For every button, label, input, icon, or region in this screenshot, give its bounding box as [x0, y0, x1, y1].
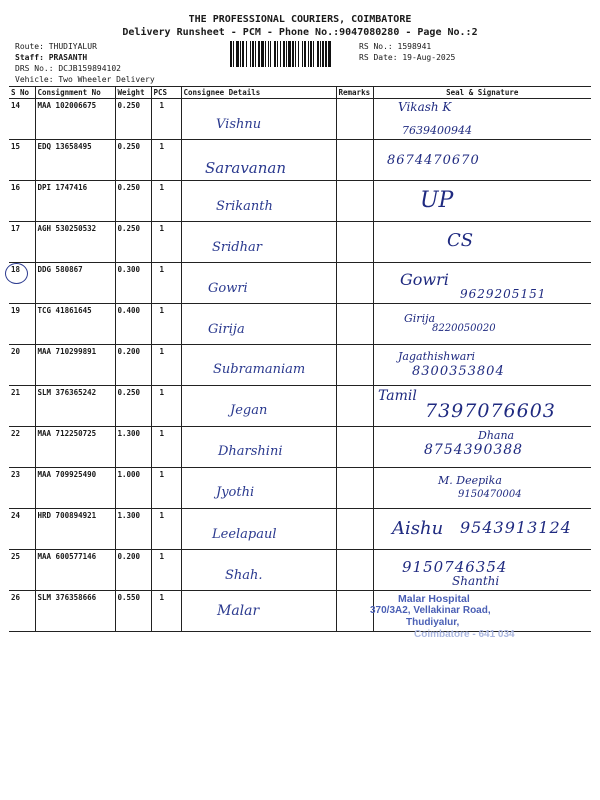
cell-remarks: [336, 591, 373, 632]
cell-pcs: 1: [151, 99, 181, 140]
cell-pcs: 1: [151, 181, 181, 222]
cell-consignment: EDQ 13658495: [35, 140, 115, 181]
header-sno: S No: [9, 87, 35, 99]
cell-pcs: 1: [151, 263, 181, 304]
table-row: [9, 99, 591, 140]
stamp-area: Thudiyalur,: [406, 617, 460, 628]
cell-consignment: DPI 1747416: [35, 181, 115, 222]
cell-remarks: [336, 550, 373, 591]
table-row: [9, 181, 591, 222]
handwritten-signature: Gowri: [400, 270, 449, 289]
handwritten-consignee: Dharshini: [218, 444, 283, 459]
handwritten-phone: 7397076603: [425, 400, 556, 422]
cell-consignment: SLM 376365242: [35, 386, 115, 427]
rs-number: RS No.: 1598941: [359, 42, 432, 51]
cell-remarks: [336, 304, 373, 345]
cell-consignment: AGH 530250532: [35, 222, 115, 263]
cell-sno: 19: [9, 304, 35, 345]
handwritten-consignee: Shah.: [225, 568, 263, 583]
handwritten-signature: Shanthi: [452, 574, 500, 588]
stamp-name: Malar Hospital: [398, 593, 470, 605]
handwritten-consignee: Sridhar: [212, 240, 262, 255]
cell-sno: 17: [9, 222, 35, 263]
handwritten-consignee: Saravanan: [205, 159, 287, 177]
handwritten-consignee: Leelapaul: [212, 527, 277, 542]
cell-remarks: [336, 263, 373, 304]
runsheet-table: [9, 86, 591, 632]
table-header-row: [9, 87, 591, 99]
cell-weight: 1.300: [115, 509, 151, 550]
cell-weight: 0.300: [115, 263, 151, 304]
handwritten-signature: Aishu: [392, 518, 444, 539]
handwritten-signature: Jagathishwari: [398, 350, 476, 363]
cell-remarks: [336, 99, 373, 140]
handwritten-signature: UP: [420, 188, 454, 213]
handwritten-signature: Tamil: [378, 388, 417, 404]
handwritten-consignee: Malar: [217, 603, 260, 619]
handwritten-signature: Vikash K: [398, 100, 452, 114]
header-remarks: Remarks: [336, 87, 373, 99]
cell-weight: 0.250: [115, 99, 151, 140]
handwritten-consignee: Jyothi: [216, 485, 255, 500]
handwritten-consignee: Girija: [208, 322, 245, 337]
header-seal: Seal & Signature: [373, 87, 591, 99]
handwritten-phone: 9543913124: [460, 518, 572, 537]
hospital-stamp: [370, 593, 570, 641]
cell-sno: 15: [9, 140, 35, 181]
cell-sno: 23: [9, 468, 35, 509]
cell-sno: 16: [9, 181, 35, 222]
cell-weight: 0.200: [115, 345, 151, 386]
handwritten-phone: 8220050020: [432, 323, 496, 334]
header-consignment: Consignment No: [35, 87, 115, 99]
cell-remarks: [336, 468, 373, 509]
cell-weight: 0.250: [115, 181, 151, 222]
handwritten-signature: M. Deepika: [438, 474, 502, 487]
header-weight: Weight: [115, 87, 151, 99]
cell-weight: 0.200: [115, 550, 151, 591]
handwritten-phone: 8300353804: [412, 364, 505, 379]
cell-remarks: [336, 181, 373, 222]
cell-remarks: [336, 509, 373, 550]
cell-sno: 22: [9, 427, 35, 468]
handwritten-signature: Girija: [404, 312, 436, 325]
cell-consignee: [181, 468, 336, 509]
company-title: THE PROFESSIONAL COURIERS, COIMBATORE: [188, 14, 412, 25]
cell-consignment: MAA 102006675: [35, 99, 115, 140]
runsheet-subtitle: Delivery Runsheet - PCM - Phone No.:9047080280 - Page No.:2: [122, 27, 478, 38]
cell-pcs: 1: [151, 345, 181, 386]
handwritten-consignee: Jegan: [230, 403, 268, 418]
cell-remarks: [336, 427, 373, 468]
cell-consignee: [181, 263, 336, 304]
handwritten-phone: 7639400944: [402, 124, 472, 137]
handwritten-consignee: Srikanth: [216, 199, 273, 214]
handwritten-consignee: Vishnu: [216, 117, 262, 132]
drs-number: DRS No.: DCJB159894102: [15, 64, 121, 73]
table-row: [9, 304, 591, 345]
stamp-address: 370/3A2, Vellakinar Road,: [370, 605, 491, 616]
cell-pcs: 1: [151, 509, 181, 550]
cell-sno: 26: [9, 591, 35, 632]
handwritten-circle-mark: [5, 263, 28, 284]
cell-sno: 14: [9, 99, 35, 140]
cell-remarks: [336, 140, 373, 181]
cell-weight: 0.250: [115, 140, 151, 181]
cell-weight: 0.250: [115, 222, 151, 263]
handwritten-signature: Dhana: [478, 429, 515, 442]
table-row: [9, 468, 591, 509]
staff-label: Staff: PRASANTH: [15, 53, 88, 62]
barcode: [230, 41, 355, 67]
cell-pcs: 1: [151, 304, 181, 345]
route-label: Route: THUDIYALUR: [15, 42, 97, 51]
handwritten-phone: 9629205151: [460, 287, 547, 301]
cell-sno: 25: [9, 550, 35, 591]
header-consignee: Consignee Details: [181, 87, 336, 99]
cell-seal: [373, 181, 591, 222]
cell-seal: [373, 222, 591, 263]
cell-consignee: [181, 304, 336, 345]
cell-sno: 24: [9, 509, 35, 550]
rs-date: RS Date: 19-Aug-2025: [359, 53, 456, 62]
cell-sno: 20: [9, 345, 35, 386]
cell-pcs: 1: [151, 386, 181, 427]
cell-consignment: DDG 580867: [35, 263, 115, 304]
cell-consignment: MAA 710299891: [35, 345, 115, 386]
handwritten-phone: 9150746354: [402, 558, 508, 576]
handwritten-phone: 9150470004: [458, 489, 522, 500]
cell-remarks: [336, 345, 373, 386]
cell-consignment: TCG 41861645: [35, 304, 115, 345]
stamp-city: Coimbatore - 641 034: [414, 629, 515, 640]
cell-consignment: MAA 712250725: [35, 427, 115, 468]
cell-consignment: HRD 700894921: [35, 509, 115, 550]
cell-weight: 0.400: [115, 304, 151, 345]
table-row: [9, 140, 591, 181]
cell-sno: 21: [9, 386, 35, 427]
cell-weight: 0.250: [115, 386, 151, 427]
table-row: [9, 222, 591, 263]
cell-weight: 1.000: [115, 468, 151, 509]
header-pcs: PCS: [151, 87, 181, 99]
cell-pcs: 1: [151, 222, 181, 263]
cell-weight: 1.300: [115, 427, 151, 468]
handwritten-consignee: Gowri: [208, 281, 248, 296]
cell-consignment: MAA 709925490: [35, 468, 115, 509]
cell-consignment: MAA 600577146: [35, 550, 115, 591]
cell-sno: 18: [9, 263, 35, 304]
vehicle-label: Vehicle: Two Wheeler Delivery: [15, 75, 155, 84]
handwritten-consignee: Subramaniam: [213, 362, 306, 377]
handwritten-phone: 8674470670: [387, 153, 480, 168]
cell-pcs: 1: [151, 468, 181, 509]
cell-remarks: [336, 386, 373, 427]
cell-pcs: 1: [151, 427, 181, 468]
cell-remarks: [336, 222, 373, 263]
cell-consignment: SLM 376358666: [35, 591, 115, 632]
cell-pcs: 1: [151, 550, 181, 591]
cell-weight: 0.550: [115, 591, 151, 632]
handwritten-phone: 8754390388: [424, 442, 524, 458]
handwritten-signature: CS: [447, 230, 474, 251]
cell-pcs: 1: [151, 140, 181, 181]
cell-pcs: 1: [151, 591, 181, 632]
